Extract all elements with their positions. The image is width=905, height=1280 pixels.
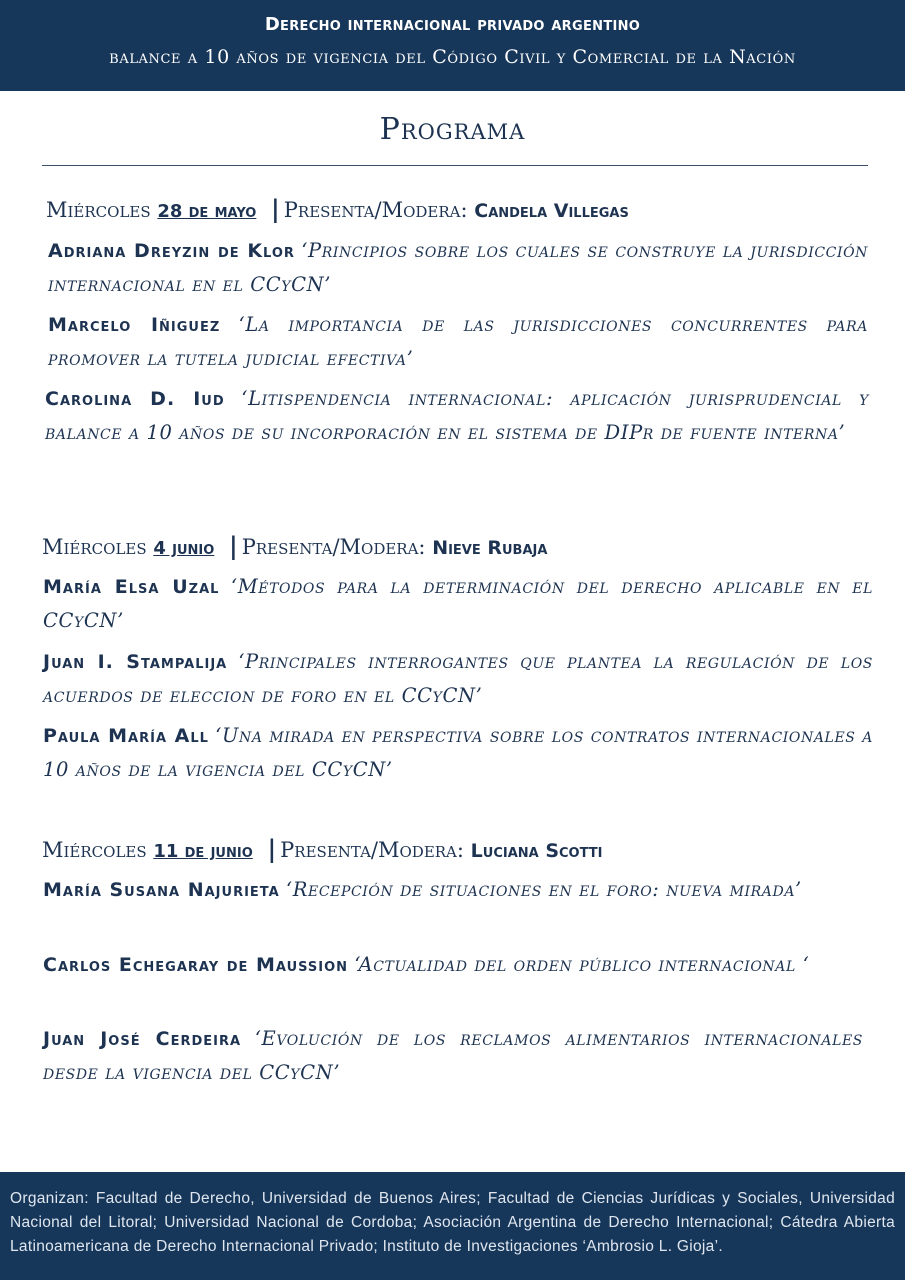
talk-title: ‘La importancia de las jurisdicciones concurrentes para promover la tutela judicial efectiva’ xyxy=(48,313,868,370)
session-day: Miércoles xyxy=(46,198,151,222)
talk-title: ‘Recepción de situaciones en el foro: nueva mirada’ xyxy=(285,878,802,901)
session-date: 11 de junio xyxy=(153,841,253,862)
talk-item xyxy=(48,234,868,301)
organizers-text: Organizan: Facultad de Derecho, Universidad de Buenos Aires; Facultad de Ciencias Jurídicas y Sociales, Universidad Nacional del Litoral; Universidad Nacional de Cordoba; Asociación Argentina de Derecho Internacional; Cátedra Abierta Latinoamericana de Derecho Internacional Privado; Instituto de Investigaciones ‘Ambrosio L. Gioja’. xyxy=(10,1190,895,1255)
session-header xyxy=(42,531,547,560)
title-divider xyxy=(42,165,868,166)
talk-title: ‘Una mirada en perspectiva sobre los contratos internacionales a 10 años de la vigencia del CCyCN’ xyxy=(43,724,874,781)
moderator-label: Presenta/Modera: xyxy=(283,198,468,222)
moderator-label: Presenta/Modera: xyxy=(280,838,464,862)
talk-title: ‘Actualidad del orden público internacional ‘ xyxy=(354,953,810,976)
session-date: 28 de mayo xyxy=(157,201,257,222)
session-date: 4 junio xyxy=(153,538,215,559)
separator-bar: | xyxy=(267,834,277,863)
talk-item xyxy=(43,719,873,786)
speaker-name: Carolina D. Iud xyxy=(45,388,225,410)
footer-banner xyxy=(0,1172,905,1280)
talk-title: ‘Litispendencia internacional: aplicación jurisprudencial y balance a 10 años de su incorporación en el sistema de DIPr de fuente interna’ xyxy=(45,387,870,444)
talk-item xyxy=(43,1022,863,1089)
speaker-name: Paula María All xyxy=(43,725,209,747)
moderator-name: Candela Villegas xyxy=(474,200,629,222)
talk-item xyxy=(45,382,869,449)
separator-bar: | xyxy=(228,531,238,560)
talk-item xyxy=(43,645,873,712)
talk-item xyxy=(43,873,863,907)
event-subtitle: balance a 10 años de vigencia del Código Civil y Comercial de la Nación xyxy=(109,46,796,68)
moderator-label: Presenta/Modera: xyxy=(241,535,426,559)
talk-item xyxy=(48,308,868,375)
talk-item xyxy=(43,570,873,637)
speaker-name: María Elsa Uzal xyxy=(43,576,220,598)
speaker-name: Carlos Echegaray de Maussion xyxy=(43,954,349,976)
speaker-name: Marcelo Iñiguez xyxy=(48,314,221,336)
event-title: Derecho internacional privado argentino xyxy=(264,14,641,35)
session-header xyxy=(46,194,629,223)
header-banner xyxy=(0,0,905,91)
speaker-name: Adriana Dreyzin de Klor xyxy=(48,240,295,262)
speaker-name: Juan José Cerdeira xyxy=(43,1028,242,1050)
talk-title: ‘Principales interrogantes que plantea la regulación de los acuerdos de eleccion de foro en el CCyCN’ xyxy=(43,650,873,707)
speaker-name: María Susana Najurieta xyxy=(43,879,280,901)
moderator-name: Nieve Rubaja xyxy=(432,537,548,559)
talk-item xyxy=(43,948,863,982)
moderator-name: Luciana Scotti xyxy=(470,840,603,862)
session-header xyxy=(42,834,602,863)
program-title: Programa xyxy=(379,112,526,147)
separator-bar: | xyxy=(271,194,280,223)
talk-title: ‘Métodos para la determinación del derecho aplicable en el CCyCN’ xyxy=(43,575,873,632)
talk-title: ‘Principios sobre los cuales se construye la jurisdicción internacional en el CCyCN’ xyxy=(48,239,869,296)
speaker-name: Juan I. Stampalija xyxy=(43,651,228,673)
session-day: Miércoles xyxy=(42,838,147,862)
session-day: Miércoles xyxy=(42,535,147,559)
talk-title: ‘Evolución de los reclamos alimentarios internacionales desde la vigencia del CCyCN’ xyxy=(43,1027,863,1084)
